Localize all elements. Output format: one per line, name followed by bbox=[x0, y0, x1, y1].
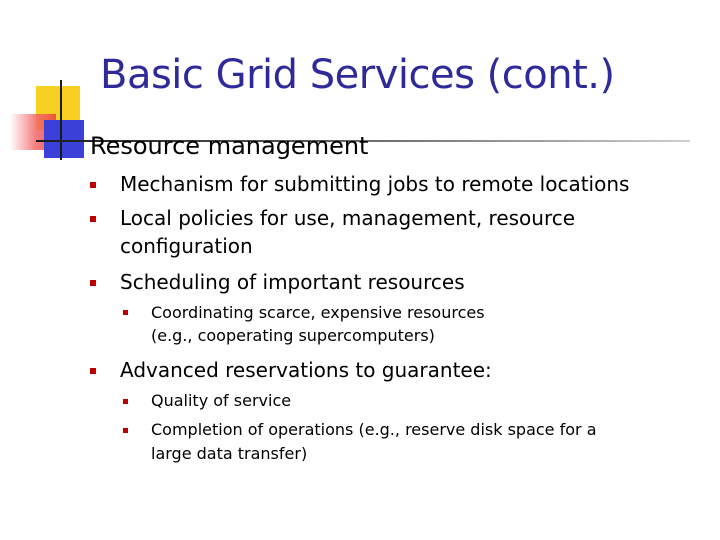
level1-heading: Resource management bbox=[90, 132, 369, 160]
decor-vertical-line bbox=[60, 80, 62, 160]
bullet-square-icon bbox=[90, 280, 96, 286]
bullet-square-icon bbox=[90, 216, 96, 222]
sub-bullet-item-continuation: large data transfer) bbox=[151, 444, 308, 463]
bullet-item: Local policies for use, management, resource bbox=[120, 206, 576, 230]
sub-bullet-square-icon bbox=[123, 428, 128, 433]
decor-blue-square bbox=[44, 120, 84, 158]
bullet-item-continuation: configuration bbox=[120, 234, 253, 258]
bullet-item: Scheduling of important resources bbox=[120, 270, 465, 294]
bullet-square-icon bbox=[90, 182, 96, 188]
bullet-square-icon bbox=[90, 368, 96, 374]
slide-title: Basic Grid Services (cont.) bbox=[100, 52, 615, 98]
sub-bullet-item-continuation: (e.g., cooperating supercomputers) bbox=[151, 326, 435, 345]
sub-bullet-square-icon bbox=[123, 399, 128, 404]
bullet-item: Advanced reservations to guarantee: bbox=[120, 358, 492, 382]
sub-bullet-square-icon bbox=[123, 310, 128, 315]
sub-bullet-item: Completion of operations (e.g., reserve disk space for a bbox=[151, 420, 597, 439]
bullet-item: Mechanism for submitting jobs to remote locations bbox=[120, 172, 630, 196]
sub-bullet-item: Quality of service bbox=[151, 391, 292, 410]
sub-bullet-item: Coordinating scarce, expensive resources bbox=[151, 303, 485, 322]
